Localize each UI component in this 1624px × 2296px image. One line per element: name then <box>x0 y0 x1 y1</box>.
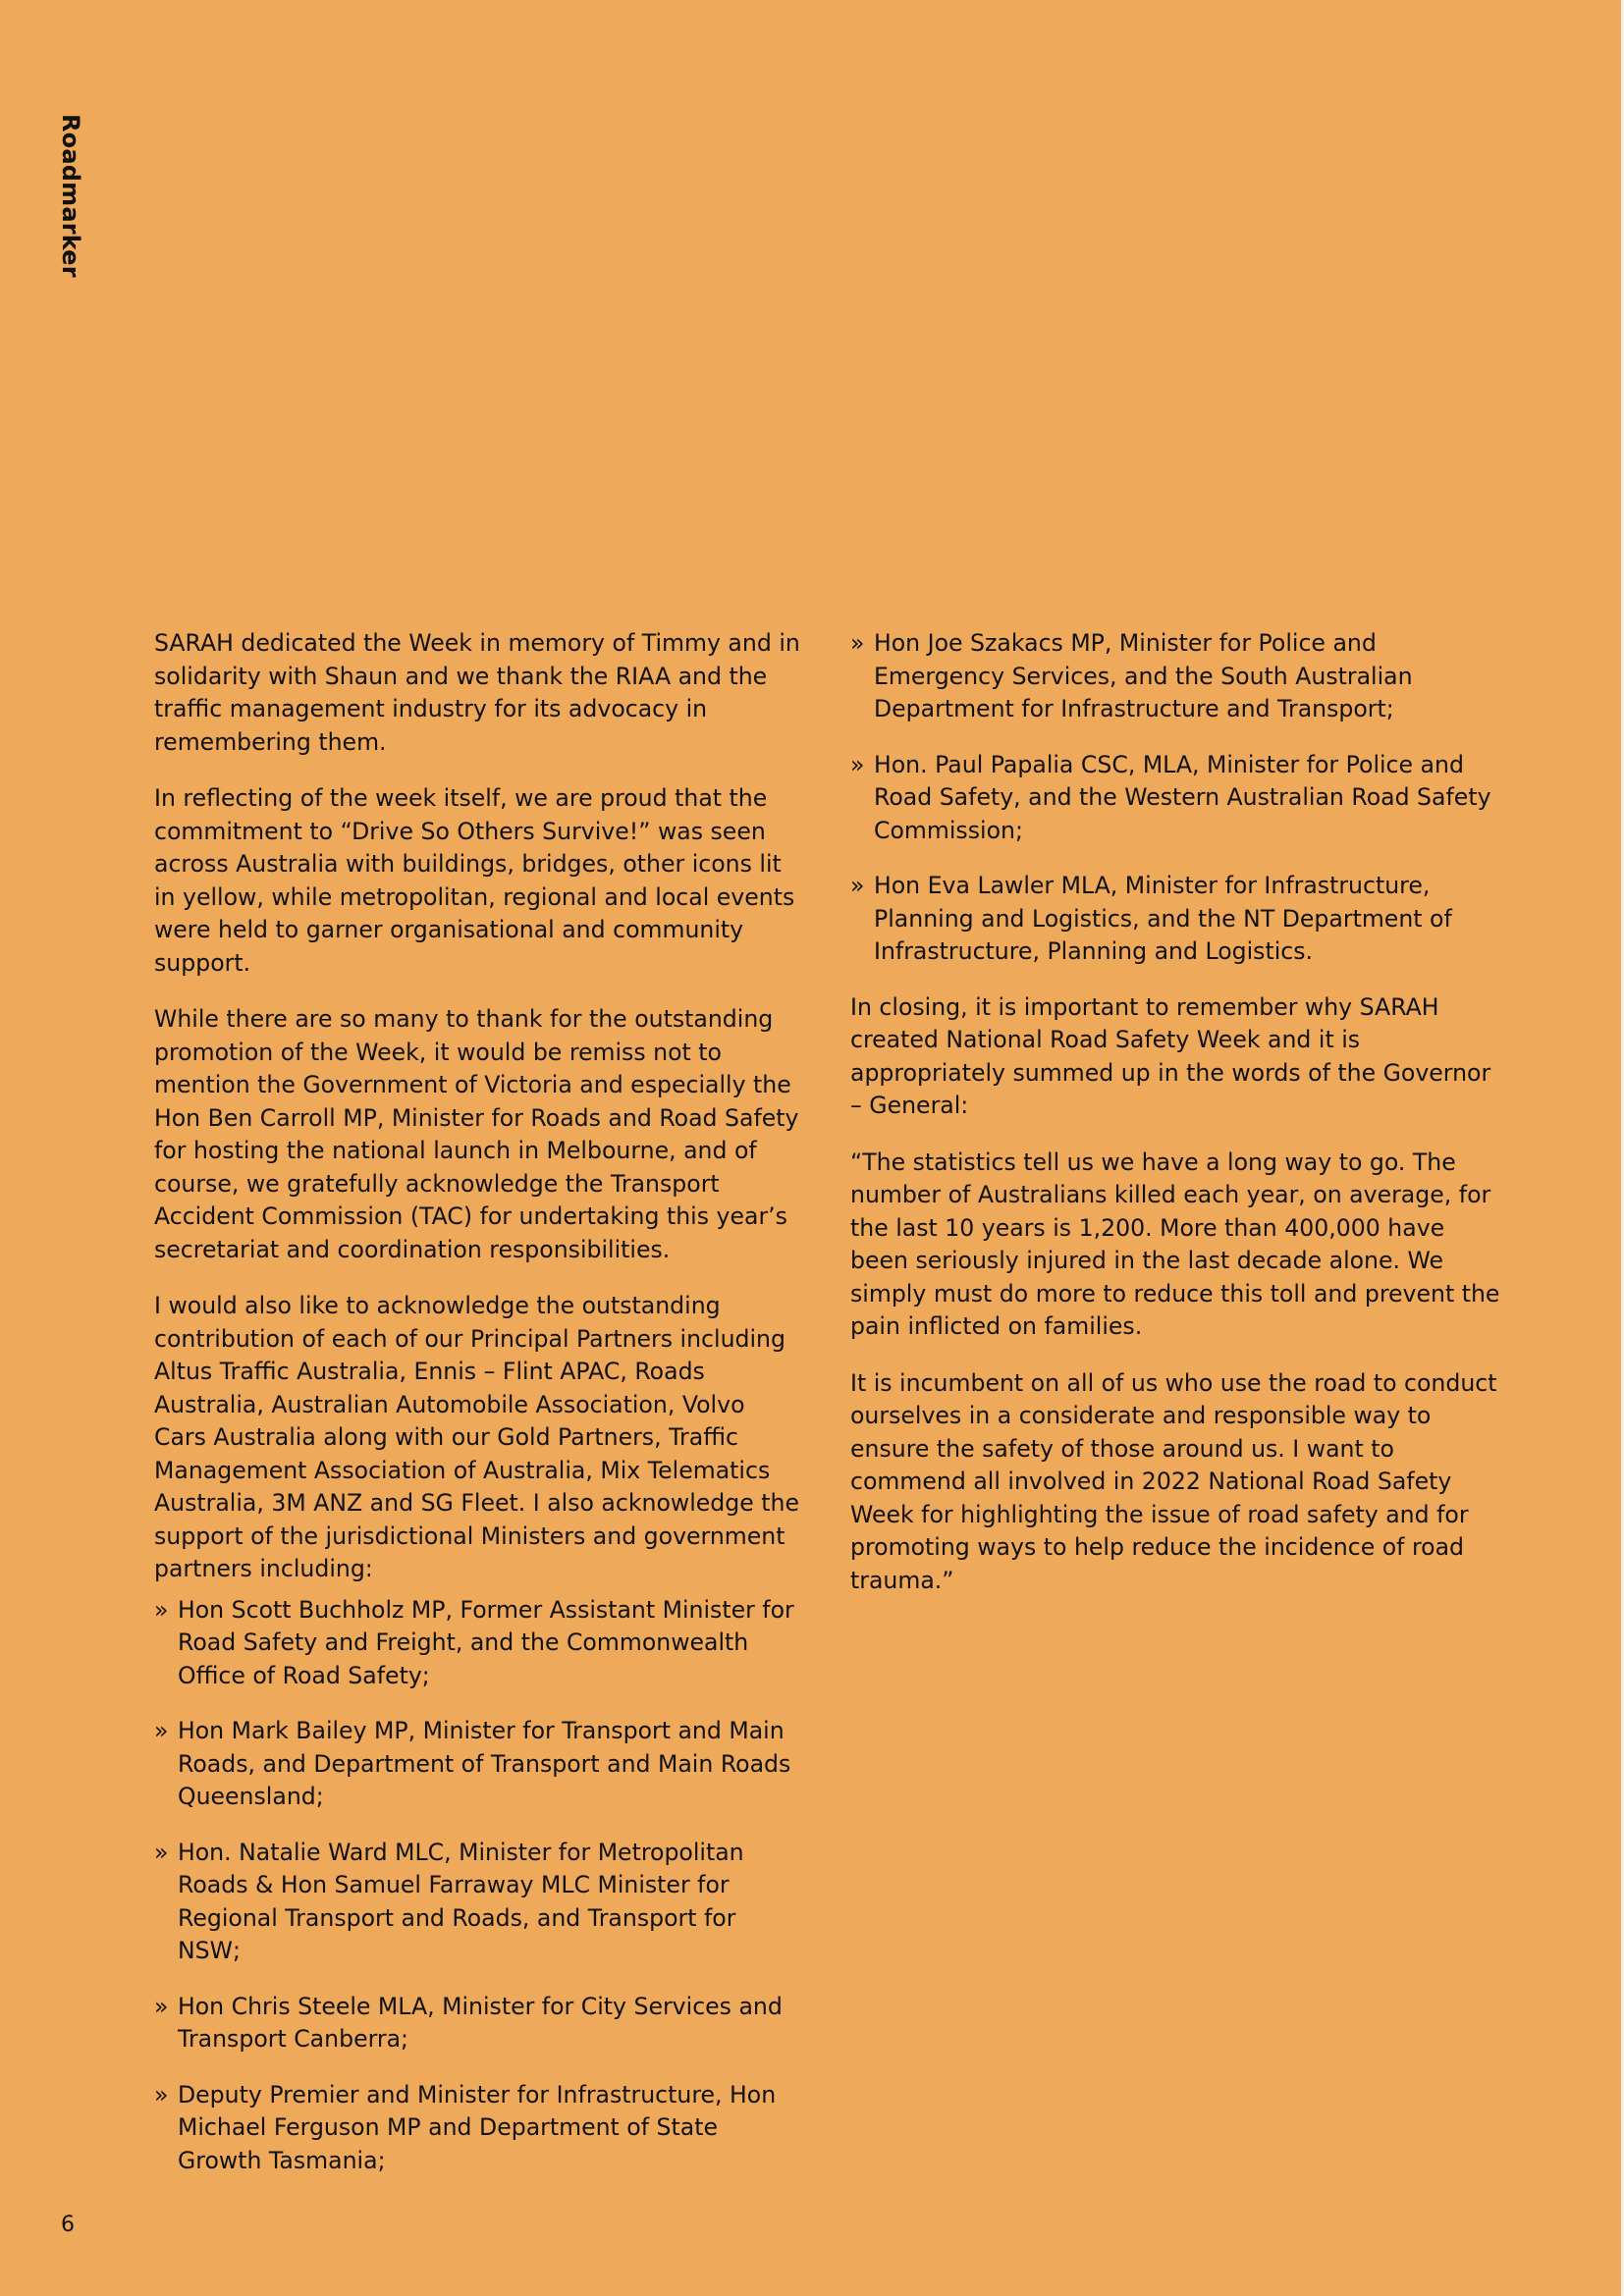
right-column <box>850 627 1504 1621</box>
list-item <box>154 1837 802 1968</box>
list-item-text: Hon Chris Steele MLA, Minister for City Services and Transport Canberra; <box>178 1992 783 2053</box>
bullet-marker: » <box>154 1838 169 1866</box>
quote-paragraph: “The statistics tell us we have a long way to go. The number of Australians killed each year, on average, for the last 10 years is 1,200. More than 400,000 have been seriously injured in the last decade alone. We simply must do more to reduce this toll and prevent the pain inflicted on families. <box>850 1148 1500 1340</box>
list-item <box>154 1715 802 1814</box>
bullet-marker: » <box>154 1717 169 1744</box>
list-item-text: Hon Eva Lawler MLA, Minister for Infrastructure, Planning and Logistics, and the NT Department of Infrastructure, Planning and Logistics. <box>874 872 1452 965</box>
list-item <box>154 1991 802 2056</box>
publication-title: Roadmarker <box>57 114 84 278</box>
list-item-text: Hon. Natalie Ward MLC, Minister for Metropolitan Roads & Hon Samuel Farraway MLC Minister for Regional Transport and Roads, and Transport for NSW; <box>178 1838 744 1964</box>
list-item-text: Hon Scott Buchholz MP, Former Assistant Minister for Road Safety and Freight, and the Commonwealth Office of Road Safety; <box>178 1595 794 1689</box>
list-item-text: Deputy Premier and Minister for Infrastructure, Hon Michael Ferguson MP and Department of State Growth Tasmania; <box>178 2080 777 2174</box>
list-item-text: Hon Joe Szakacs MP, Minister for Police and Emergency Services, and the South Australian Department for Infrastructure and Transport; <box>874 629 1413 722</box>
page-number: 6 <box>61 2213 75 2237</box>
paragraph: In reflecting of the week itself, we are proud that the commitment to “Drive So Others Survive!” was seen across Australia with buildings, bridges, other icons lit in yellow, while metropolitan, regional and local events were held to garner organisational and community support. <box>154 784 795 977</box>
bullet-marker: » <box>154 2080 169 2109</box>
paragraph: In closing, it is important to remember why SARAH created National Road Safety Week and it is appropriately summed up in the words of the Governor – General: <box>850 992 1491 1119</box>
bullet-marker: » <box>850 629 865 657</box>
list-item <box>850 749 1504 848</box>
ministers-list-continued <box>850 627 1504 969</box>
left-column <box>154 627 802 2200</box>
quote-paragraph: It is incumbent on all of us who use the road to conduct ourselves in a considerate and responsible way to ensure the safety of those around us. I want to commend all involved in 2022 National Road Safety Week for highlighting the issue of road safety and for promoting ways to help reduce the incidence of road trauma.” <box>850 1368 1497 1594</box>
bullet-marker: » <box>154 1595 169 1624</box>
list-item <box>850 627 1504 726</box>
paragraph: I would also like to acknowledge the outstanding contribution of each of our Principal Partners including Altus Traffic Australia, Ennis – Flint APAC, Roads Australia, Australian Automobile Association, Volvo Cars Australia along with our Gold Partners, Traffic Management Association of Australia, Mix Telematics Australia, 3M ANZ and SG Fleet. I also acknowledge the support of the jurisdictional Ministers and government partners including: <box>154 1292 799 1582</box>
bullet-marker: » <box>850 750 865 778</box>
list-item-text: Hon Mark Bailey MP, Minister for Transport and Main Roads, and Department of Transport and Main Roads Queensland; <box>178 1717 791 1810</box>
list-item <box>850 870 1504 969</box>
bullet-marker: » <box>154 1992 169 2020</box>
list-item <box>154 2079 802 2178</box>
ministers-list <box>154 1594 802 2178</box>
bullet-marker: » <box>850 872 865 899</box>
paragraph: SARAH dedicated the Week in memory of Timmy and in solidarity with Shaun and we thank the RIAA and the traffic management industry for its advocacy in remembering them. <box>154 629 800 756</box>
paragraph: While there are so many to thank for the outstanding promotion of the Week, it would be remiss not to mention the Government of Victoria and especially the Hon Ben Carroll MP, Minister for Roads and Road Safety for hosting the national launch in Melbourne, and of course, we gratefully acknowledge the Transport Accident Commission (TAC) for undertaking this year’s secretariat and coordination responsibilities. <box>154 1005 799 1263</box>
list-item <box>154 1594 802 1693</box>
list-item-text: Hon. Paul Papalia CSC, MLA, Minister for Police and Road Safety, and the Western Australian Road Safety Commission; <box>874 750 1491 844</box>
